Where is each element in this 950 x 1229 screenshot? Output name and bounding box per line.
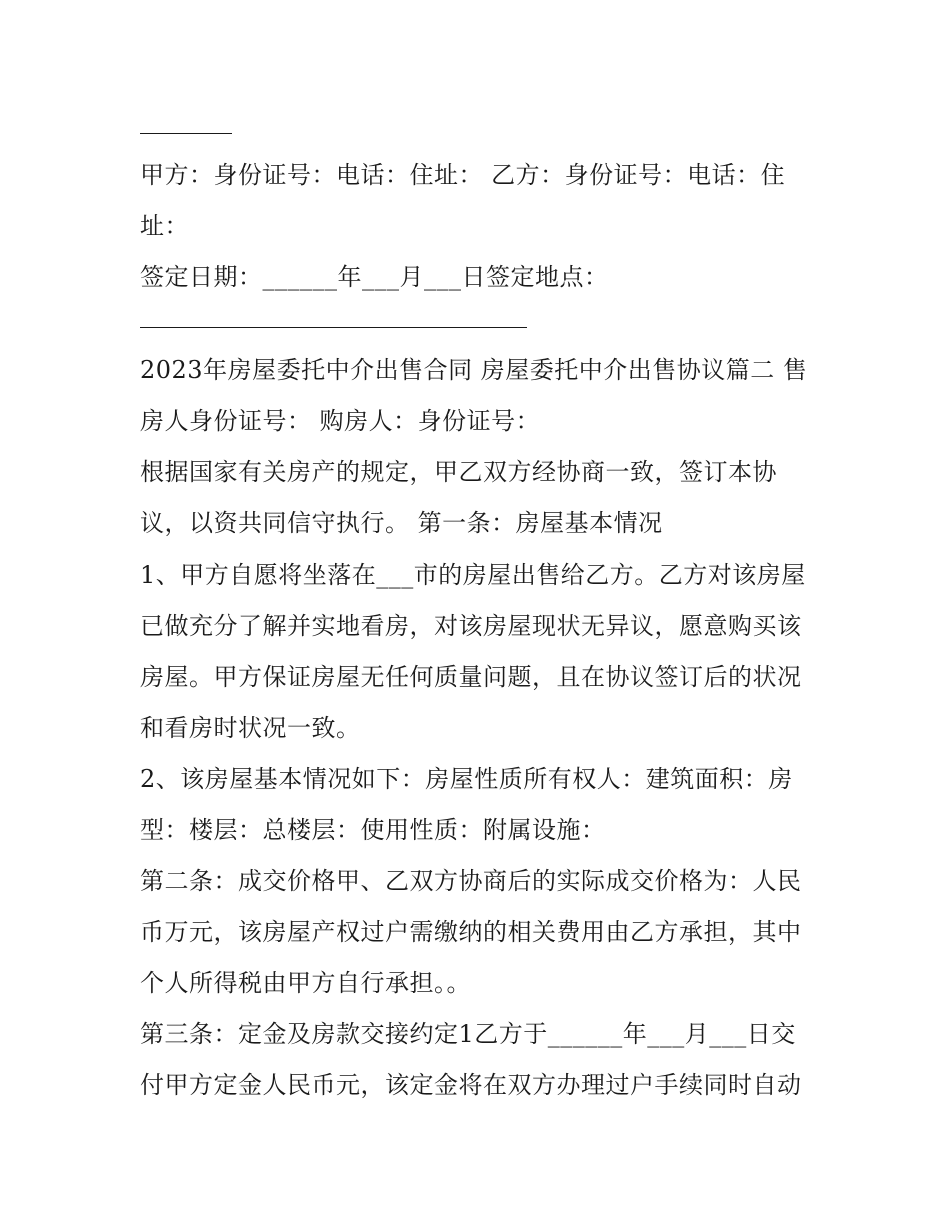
paragraph-line: 2、该房屋基本情况如下：房屋性质所有权人：建筑面积：房 [140, 765, 793, 793]
party-info-line-cont: 址： [140, 212, 189, 240]
paragraph-line: 付甲方定金人民币元，该定金将在双方办理过户手续同时自动 [140, 1071, 802, 1099]
paragraph-line: 1、甲方自愿将坐落在___市的房屋出售给乙方。乙方对该房屋 [140, 561, 806, 589]
party-info-line: 甲方：身份证号：电话：住址： 乙方：身份证号：电话：住 [140, 161, 786, 189]
paragraph-line: 根据国家有关房产的规定，甲乙双方经协商一致，签订本协 [140, 458, 777, 486]
paragraph-line: 第二条：成交价格甲、乙双方协商后的实际成交价格为：人民 [140, 867, 802, 895]
paragraph-line: 币万元，该房屋产权过户需缴纳的相关费用由乙方承担，其中 [140, 918, 802, 946]
paragraph-line: 第三条：定金及房款交接约定1乙方于______年___月___日交 [140, 1020, 796, 1048]
paragraph-line: 已做充分了解并实地看房，对该房屋现状无异议，愿意购买该 [140, 612, 802, 640]
seller-buyer-line: 房人身份证号： 购房人：身份证号： [140, 407, 541, 435]
paragraph-line: 型：楼层：总楼层：使用性质：附属设施： [140, 816, 606, 844]
paragraph-line: 个人所得税由甲方自行承担。。 [140, 969, 471, 997]
paragraph-line: 议，以资共同信守执行。 第一条：房屋基本情况 [140, 509, 663, 537]
contract-title-line: 2023年房屋委托中介出售合同 房屋委托中介出售协议篇二 售 [140, 356, 808, 384]
signing-place-blank-line [140, 327, 527, 328]
signature-blank-line [140, 133, 232, 134]
paragraph-line: 房屋。甲方保证房屋无任何质量问题，且在协议签订后的状况 [140, 663, 802, 691]
signing-date-line: 签定日期：______年___月___日签定地点： [140, 263, 609, 291]
paragraph-line: 和看房时状况一致。 [140, 714, 361, 742]
